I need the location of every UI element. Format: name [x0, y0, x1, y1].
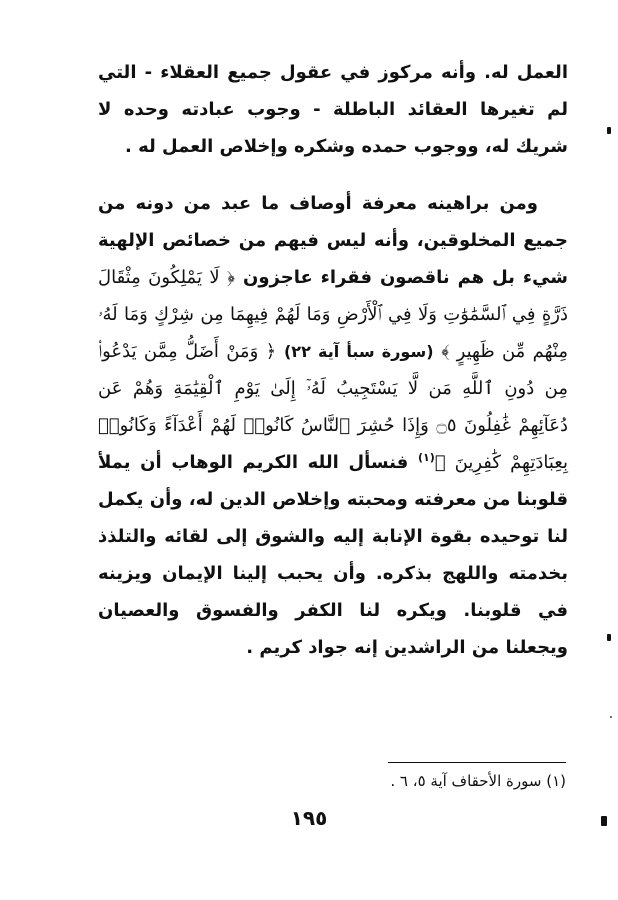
paragraph-1-text: العمل له. وأنه مركوز في عقول جميع العقلاء - التي لم تغيرها العقائد الباطلة - وجوب عبادته وحده لا شريك له، ووجوب حمده وشكره وإخلاص العمل له . [98, 62, 568, 157]
footnote-marker: (١) [417, 451, 435, 464]
paragraph-2-closing: فنسأل الله الكريم الوهاب أن يملأ قلوبنا من معرفته ومحبته وإخلاص الدين له، وأن يكمل لنا توحيده بقوة الإنابة إليه والشوق إلى لقائه والتلذذ بخدمته واللهج بذكره. وأن يحبب إلينا الإيمان ويزينه في قلوبنا. ويكره لنا الكفر والفسوق والعصيان ويجعلنا من الراشدين إنه جواد كريم . [98, 452, 568, 658]
footnote-divider [388, 762, 566, 763]
scan-mark [607, 634, 611, 641]
scan-mark [607, 127, 611, 134]
page-number: ١٩٥ [290, 806, 328, 830]
paragraph-1 [98, 54, 568, 165]
paragraph-2-intro: ومن براهينه معرفة أوصاف ما عبد من دونه من جميع المخلوقين، وأنه ليس فيهم من خصائص الإلهية شيء بل هم ناقصون فقراء عاجزون [98, 193, 568, 288]
paragraph-2 [98, 185, 568, 666]
footnote-text: (١) سورة الأحقاف آية ٥، ٦ . [390, 772, 566, 790]
scan-speck [610, 716, 612, 718]
quran-verse-1: ﴿ لَا يَمْلِكُونَ مِثْقَالَ ذَرَّةٍ فِي ٱلسَّمَٰوَٰتِ وَلَا فِي ٱلْأَرْضِ وَمَا لَهُمْ فِيهِمَا مِن شِرْكٍ وَمَا لَهُۥ مِنْهُم مِّن ظَهِيرٍ ﴾ [98, 267, 568, 362]
verse-1-reference: (سورة سبأ آية ٢٢) [283, 342, 434, 361]
footnote [96, 772, 566, 790]
quran-verse-2: ﴿ وَمَنْ أَضَلُّ مِمَّن يَدْعُوا۟ مِن دُونِ ٱللَّهِ مَن لَّا يَسْتَجِيبُ لَهُۥٓ إِلَىٰ يَوْمِ ٱلْقِيَٰمَةِ وَهُمْ عَن دُعَآئِهِمْ غَٰفِلُونَ ۝٥ وَإِذَا حُشِرَ ٱلنَّاسُ كَانُوا۟ لَهُمْ أَعْدَآءً وَكَانُوا۟ بِعِبَادَتِهِمْ كَٰفِرِينَ ﴾ [98, 341, 569, 473]
